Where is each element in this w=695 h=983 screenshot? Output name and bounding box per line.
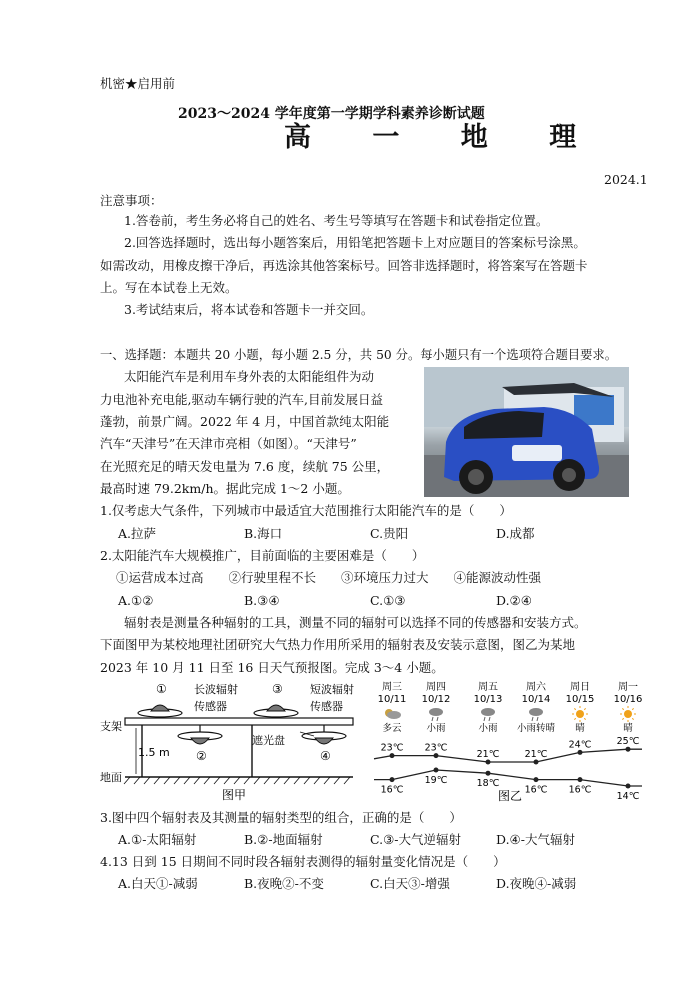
high-temp-label: 21℃ <box>524 749 548 760</box>
passage1-line4: 汽车“天津号”在天津市亮相（如图）。“天津号” <box>100 436 357 451</box>
fig-a-caption: 图甲 <box>222 788 247 802</box>
q4-option-c[interactable]: C.白天③-增强 <box>370 876 450 891</box>
day-date: 10/13 <box>473 694 503 705</box>
day-weekday: 周六 <box>526 682 546 693</box>
q2-option-d[interactable]: D.②④ <box>496 593 532 608</box>
exam-title: 2023～2024 学年度第一学期学科素养诊断试题 <box>178 106 485 122</box>
high-temp-label: 21℃ <box>476 749 500 760</box>
passage1-line1: 太阳能汽车是利用车身外表的太阳能组件为动 <box>124 369 375 384</box>
passage1-line5: 在光照充足的晴天发电量为 7.6 度，续航 75 公里， <box>100 459 390 474</box>
day-date: 10/15 <box>565 694 595 705</box>
day-condition: 小雨 <box>478 723 498 734</box>
rain-icon <box>429 708 443 721</box>
passage2-line3: 2023 年 10 月 11 日至 16 日天气预报图。完成 3～4 小题。 <box>100 660 444 675</box>
q3-option-c[interactable]: C.③-大气逆辐射 <box>370 832 462 847</box>
q1-option-c[interactable]: C.贵阳 <box>370 526 409 541</box>
high-temp-point <box>534 760 539 765</box>
low-temp-point <box>534 777 539 782</box>
rain-icon <box>481 708 495 721</box>
passage2-line2: 下面图甲为某校地理社团研究大气热力作用所采用的辐射表及安装示意图，图乙为某地 <box>100 637 576 652</box>
note-2b: 如需改动，用橡皮擦干净后，再选涂其他答案标号。回答非选择题时，将答案写在答题卡 <box>100 258 588 273</box>
day-weekday: 周日 <box>570 682 590 693</box>
fig-a-support: 支架 <box>100 720 122 733</box>
fig-a-label-3: ③ <box>272 682 283 696</box>
fig-a-shade: 遮光盘 <box>252 734 285 747</box>
day-condition: 多云 <box>382 723 402 734</box>
passage1-line6: 最高时速 79.2km/h。据此完成 1～2 小题。 <box>100 481 350 496</box>
q3-option-d[interactable]: D.④-大气辐射 <box>496 832 575 847</box>
q1-option-b[interactable]: B.海口 <box>244 526 283 541</box>
day-date: 10/16 <box>613 694 643 705</box>
q2-stem: 2.太阳能汽车大规模推广，目前面临的主要困难是（ ） <box>100 548 425 563</box>
low-temp-point <box>626 784 631 789</box>
figure-b-forecast <box>370 678 645 806</box>
fig-a-short-wave: 短波辐射 <box>310 683 354 696</box>
q3-stem: 3.图中四个辐射表及其测量的辐射类型的组合，正确的是（ ） <box>100 810 462 825</box>
exam-date: 2024.1 <box>604 172 648 187</box>
q2-option-a[interactable]: A.①② <box>118 593 154 608</box>
low-temp-point <box>434 768 439 773</box>
solar-car-photo <box>424 367 629 497</box>
q1-option-a[interactable]: A.拉萨 <box>118 526 157 541</box>
rain-icon <box>529 708 543 721</box>
low-temp-label: 19℃ <box>424 775 448 786</box>
day-date: 10/11 <box>377 694 407 705</box>
q2-option-b[interactable]: B.③④ <box>244 593 280 608</box>
fig-a-long-wave-sensor: 传感器 <box>194 700 227 713</box>
day-weekday: 周三 <box>382 682 402 693</box>
section-title: 一、选择题：本题共 20 小题，每小题 2.5 分，共 50 分。每小题只有一个选项符合题目要求。 <box>100 348 617 362</box>
fig-a-label-2: ② <box>196 749 207 763</box>
note-1: 1.答卷前，考生务必将自己的姓名、考生号等填写在答题卡和试卷指定位置。 <box>124 213 549 228</box>
high-temp-point <box>434 753 439 758</box>
q4-option-a[interactable]: A.白天①-减弱 <box>118 876 198 891</box>
day-weekday: 周一 <box>618 682 638 693</box>
day-condition: 小雨转晴 <box>516 723 556 734</box>
low-temp-label: 18℃ <box>476 778 500 790</box>
note-2a: 2.回答选择题时，选出每小题答案后，用铅笔把答题卡上对应题目的答案标号涂黑。 <box>124 235 586 250</box>
q1-option-d[interactable]: D.成都 <box>496 526 535 541</box>
note-2c: 上。写在本试卷上无效。 <box>100 280 238 295</box>
q1-stem: 1.仅考虑大气条件，下列城市中最适宜大范围推行太阳能汽车的是（ ） <box>100 503 512 518</box>
notes-heading: 注意事项： <box>100 193 163 208</box>
high-temp-label: 25℃ <box>616 736 640 748</box>
q2-items: ①运营成本过高 ②行驶里程不长 ③环境压力过大 ④能源波动性强 <box>116 570 542 585</box>
high-temp-label: 23℃ <box>380 742 404 754</box>
fig-a-long-wave: 长波辐射 <box>194 683 238 696</box>
q3-option-a[interactable]: A.①-太阳辐射 <box>118 832 197 847</box>
subject-title: 高 一 地 理 <box>284 122 603 153</box>
day-condition: 晴 <box>623 723 633 734</box>
low-temp-point <box>390 777 395 782</box>
low-temp-label: 16℃ <box>380 784 404 796</box>
note-3: 3.考试结束后，将本试卷和答题卡一并交回。 <box>124 302 374 317</box>
low-temp-point <box>578 777 583 782</box>
fig-a-ground: 地面 <box>100 771 122 784</box>
low-temp-label: 16℃ <box>524 784 548 796</box>
high-temp-point <box>578 750 583 755</box>
q4-option-b[interactable]: B.夜晚②-不变 <box>244 876 324 891</box>
q4-stem: 4.13 日到 15 日期间不同时段各辐射表测得的辐射量变化情况是（ ） <box>100 854 506 869</box>
high-temp-point <box>486 760 491 765</box>
passage1-line2: 力电池补充电能,驱动车辆行驶的汽车,目前发展日益 <box>100 392 383 407</box>
day-condition: 小雨 <box>426 723 446 734</box>
figure-a-diagram <box>100 680 365 805</box>
high-temp-point <box>626 747 631 752</box>
low-temp-point <box>486 771 491 776</box>
high-temp-point <box>390 753 395 758</box>
high-temp-label: 23℃ <box>424 742 448 754</box>
q3-option-b[interactable]: B.②-地面辐射 <box>244 832 323 847</box>
fig-a-label-1: ① <box>156 682 167 696</box>
fig-a-short-wave-sensor: 传感器 <box>310 700 343 713</box>
high-temp-label: 24℃ <box>568 739 592 751</box>
low-temp-line <box>374 770 642 786</box>
high-temp-line <box>374 749 642 762</box>
day-condition: 晴 <box>575 723 585 734</box>
low-temp-label: 16℃ <box>568 784 592 796</box>
q4-option-d[interactable]: D.夜晚④-减弱 <box>496 876 577 891</box>
fig-a-label-4: ④ <box>320 749 331 763</box>
fig-a-height: 1.5 m <box>138 746 170 759</box>
fig-b-caption: 图乙 <box>498 789 523 803</box>
day-weekday: 周五 <box>478 682 498 693</box>
cloud-icon <box>385 709 401 719</box>
passage1-line3: 蓬勃，前景广阔。2022 年 4 月，中国首款纯太阳能 <box>100 414 390 429</box>
q2-option-c[interactable]: C.①③ <box>370 593 406 608</box>
low-temp-label: 14℃ <box>616 791 640 802</box>
day-date: 10/12 <box>421 694 451 705</box>
passage2-line1: 辐射表是测量各种辐射的工具，测量不同的辐射可以选择不同的传感器和安装方式。 <box>124 615 587 630</box>
day-date: 10/14 <box>521 694 551 705</box>
confidential-label: 机密★启用前 <box>100 76 176 91</box>
day-weekday: 周四 <box>426 682 446 693</box>
sun-icon <box>572 706 588 722</box>
sun-icon <box>620 706 636 722</box>
